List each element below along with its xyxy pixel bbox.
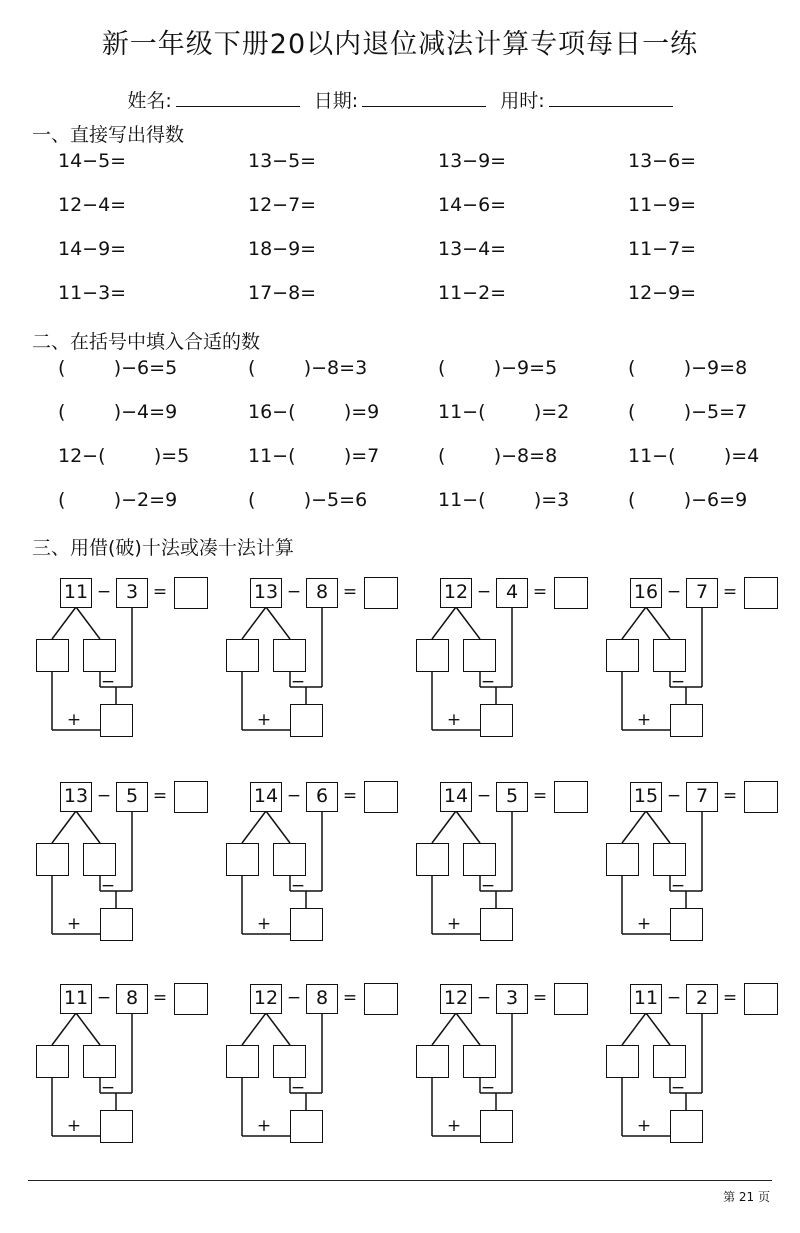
answer-box[interactable] [364,781,398,813]
plus-sign: + [256,1116,272,1136]
answer-box[interactable] [554,983,588,1015]
split-left-box[interactable] [606,1045,639,1078]
intermediate-box[interactable] [670,1110,703,1143]
split-left-box[interactable] [36,843,69,876]
split-left-box[interactable] [416,1045,449,1078]
minus-sign: − [286,582,302,602]
plus-sign: + [66,1116,82,1136]
plus-sign: + [636,914,652,934]
section1-grid [58,150,758,326]
equals-sign: = [722,786,738,806]
intermediate-box[interactable] [670,908,703,941]
equals-sign: = [342,786,358,806]
minus-sign: − [666,582,682,602]
split-right-box[interactable] [83,843,116,876]
subtrahend-box: 8 [306,984,338,1014]
problem-cell[interactable]: 11−9= [628,194,697,216]
page-title: 新一年级下册20以内退位减法计算专项每日一练 [101,29,699,60]
intermediate-box[interactable] [480,704,513,737]
answer-box[interactable] [554,781,588,813]
problem-cell[interactable]: 17−8= [248,282,317,304]
decomposition-diagram [408,780,588,960]
problem-cell[interactable]: 13−9= [438,150,507,172]
minus-sign: − [670,1078,686,1098]
minus-sign: − [96,582,112,602]
subtrahend-box: 8 [116,984,148,1014]
subtrahend-box: 7 [686,782,718,812]
minuend-box: 12 [440,578,472,608]
minus-sign: − [476,582,492,602]
equals-sign: = [152,786,168,806]
subtrahend-box: 4 [496,578,528,608]
decomposition-diagram [408,576,588,756]
name-label: 姓名: [127,90,172,112]
fill-in-cell[interactable]: ( )−9=8 [628,357,748,379]
split-right-box[interactable] [653,639,686,672]
minus-sign: − [96,988,112,1008]
plus-sign: + [256,710,272,730]
minuend-box: 11 [60,578,92,608]
fill-in-cell[interactable]: ( )−6=9 [628,489,748,511]
plus-sign: + [636,710,652,730]
date-blank[interactable] [362,90,486,107]
subtrahend-box: 8 [306,578,338,608]
plus-sign: + [256,914,272,934]
minus-sign: − [290,1078,306,1098]
intermediate-box[interactable] [290,704,323,737]
minuend-box: 11 [60,984,92,1014]
problem-cell[interactable]: 14−6= [438,194,507,216]
section3-heading: 三、用借(破)十法或凑十法计算 [32,537,294,559]
student-info-row [0,86,800,113]
date-field[interactable] [314,86,486,113]
problem-cell[interactable]: 11−7= [628,238,697,260]
intermediate-box[interactable] [100,704,133,737]
name-field[interactable] [127,86,299,113]
minus-sign: − [480,1078,496,1098]
fill-in-cell[interactable]: 12−( )=5 [58,445,190,467]
problem-cell[interactable]: 12−9= [628,282,697,304]
problem-cell[interactable]: 14−9= [58,238,127,260]
intermediate-box[interactable] [670,704,703,737]
answer-box[interactable] [744,983,778,1015]
problem-cell[interactable]: 11−2= [438,282,507,304]
plus-sign: + [446,710,462,730]
answer-box[interactable] [554,577,588,609]
fill-in-cell[interactable]: ( )−5=7 [628,401,748,423]
decomposition-diagram [218,982,398,1162]
minus-sign: − [480,672,496,692]
answer-box[interactable] [744,781,778,813]
split-right-box[interactable] [653,843,686,876]
fill-in-cell[interactable]: 16−( )=9 [248,401,380,423]
subtrahend-box: 3 [116,578,148,608]
plus-sign: + [66,914,82,934]
decomposition-diagram [598,576,778,756]
split-left-box[interactable] [226,639,259,672]
decomposition-diagram [598,780,778,960]
plus-sign: + [446,1116,462,1136]
fill-in-cell[interactable]: 11−( )=3 [438,489,570,511]
intermediate-box[interactable] [290,908,323,941]
minus-sign: − [96,786,112,806]
minus-sign: − [100,672,116,692]
decomposition-diagram [28,576,208,756]
equals-sign: = [722,988,738,1008]
split-right-box[interactable] [463,639,496,672]
answer-box[interactable] [364,983,398,1015]
problem-cell[interactable]: 11−3= [58,282,127,304]
minus-sign: − [476,988,492,1008]
fill-in-cell[interactable]: ( )−6=5 [58,357,178,379]
time-field[interactable] [500,86,672,113]
problem-cell[interactable]: 14−5= [58,150,127,172]
intermediate-box[interactable] [480,908,513,941]
split-right-box[interactable] [273,1045,306,1078]
equals-sign: = [532,786,548,806]
minus-sign: − [670,876,686,896]
fill-in-cell[interactable]: 11−( )=4 [628,445,760,467]
split-right-box[interactable] [273,843,306,876]
split-left-box[interactable] [606,843,639,876]
equals-sign: = [722,582,738,602]
split-right-box[interactable] [463,1045,496,1078]
minus-sign: − [286,988,302,1008]
section1-heading: 一、直接写出得数 [32,124,185,146]
subtrahend-box: 7 [686,578,718,608]
equals-sign: = [342,988,358,1008]
intermediate-box[interactable] [290,1110,323,1143]
minuend-box: 15 [630,782,662,812]
fill-in-cell[interactable]: ( )−9=5 [438,357,558,379]
split-right-box[interactable] [463,843,496,876]
decomposition-diagram [28,982,208,1162]
page-number: 第 21 页 [723,1190,770,1204]
fill-in-cell[interactable]: ( )−5=6 [248,489,368,511]
minuend-box: 14 [440,782,472,812]
decomposition-diagram [598,982,778,1162]
split-right-box[interactable] [83,639,116,672]
equals-sign: = [342,582,358,602]
subtrahend-box: 5 [116,782,148,812]
answer-box[interactable] [744,577,778,609]
fill-in-cell[interactable]: ( )−8=3 [248,357,368,379]
minus-sign: − [290,876,306,896]
equals-sign: = [532,988,548,1008]
split-left-box[interactable] [226,843,259,876]
time-blank[interactable] [549,90,673,107]
intermediate-box[interactable] [100,908,133,941]
subtrahend-box: 3 [496,984,528,1014]
split-left-box[interactable] [226,1045,259,1078]
minus-sign: − [666,786,682,806]
fill-in-cell[interactable]: 11−( )=7 [248,445,380,467]
subtrahend-box: 2 [686,984,718,1014]
intermediate-box[interactable] [480,1110,513,1143]
equals-sign: = [152,988,168,1008]
intermediate-box[interactable] [100,1110,133,1143]
minus-sign: − [286,786,302,806]
problem-cell[interactable]: 12−4= [58,194,127,216]
time-label: 用时: [500,90,545,112]
split-left-box[interactable] [606,639,639,672]
answer-box[interactable] [364,577,398,609]
problem-cell[interactable]: 12−7= [248,194,317,216]
equals-sign: = [152,582,168,602]
problem-cell[interactable]: 13−5= [248,150,317,172]
minuend-box: 12 [250,984,282,1014]
split-left-box[interactable] [416,639,449,672]
answer-box[interactable] [174,781,208,813]
split-left-box[interactable] [36,1045,69,1078]
section2-grid [58,357,758,533]
fill-in-cell[interactable]: ( )−4=9 [58,401,178,423]
plus-sign: + [66,710,82,730]
split-right-box[interactable] [653,1045,686,1078]
fill-in-cell[interactable]: 11−( )=2 [438,401,570,423]
split-right-box[interactable] [83,1045,116,1078]
section2-heading: 二、在括号中填入合适的数 [32,331,261,353]
minus-sign: − [100,876,116,896]
name-blank[interactable] [176,90,300,107]
equals-sign: = [532,582,548,602]
split-right-box[interactable] [273,639,306,672]
minus-sign: − [290,672,306,692]
subtrahend-box: 6 [306,782,338,812]
date-label: 日期: [313,90,359,112]
minuend-box: 16 [630,578,662,608]
problem-cell[interactable]: 13−4= [438,238,507,260]
minuend-box: 13 [60,782,92,812]
minus-sign: − [670,672,686,692]
split-left-box[interactable] [36,639,69,672]
split-left-box[interactable] [416,843,449,876]
minus-sign: − [480,876,496,896]
minuend-box: 14 [250,782,282,812]
decomposition-diagram [218,780,398,960]
problem-cell[interactable]: 18−9= [248,238,317,260]
plus-sign: + [446,914,462,934]
subtrahend-box: 5 [496,782,528,812]
fill-in-cell[interactable]: ( )−2=9 [58,489,178,511]
minus-sign: − [476,786,492,806]
minuend-box: 13 [250,578,282,608]
answer-box[interactable] [174,577,208,609]
minus-sign: − [666,988,682,1008]
problem-cell[interactable]: 13−6= [628,150,697,172]
footer-divider [28,1180,772,1181]
decomposition-diagram [408,982,588,1162]
minuend-box: 12 [440,984,472,1014]
minuend-box: 11 [630,984,662,1014]
plus-sign: + [636,1116,652,1136]
answer-box[interactable] [174,983,208,1015]
decomposition-diagram [28,780,208,960]
minus-sign: − [100,1078,116,1098]
decomposition-diagram [218,576,398,756]
fill-in-cell[interactable]: ( )−8=8 [438,445,558,467]
